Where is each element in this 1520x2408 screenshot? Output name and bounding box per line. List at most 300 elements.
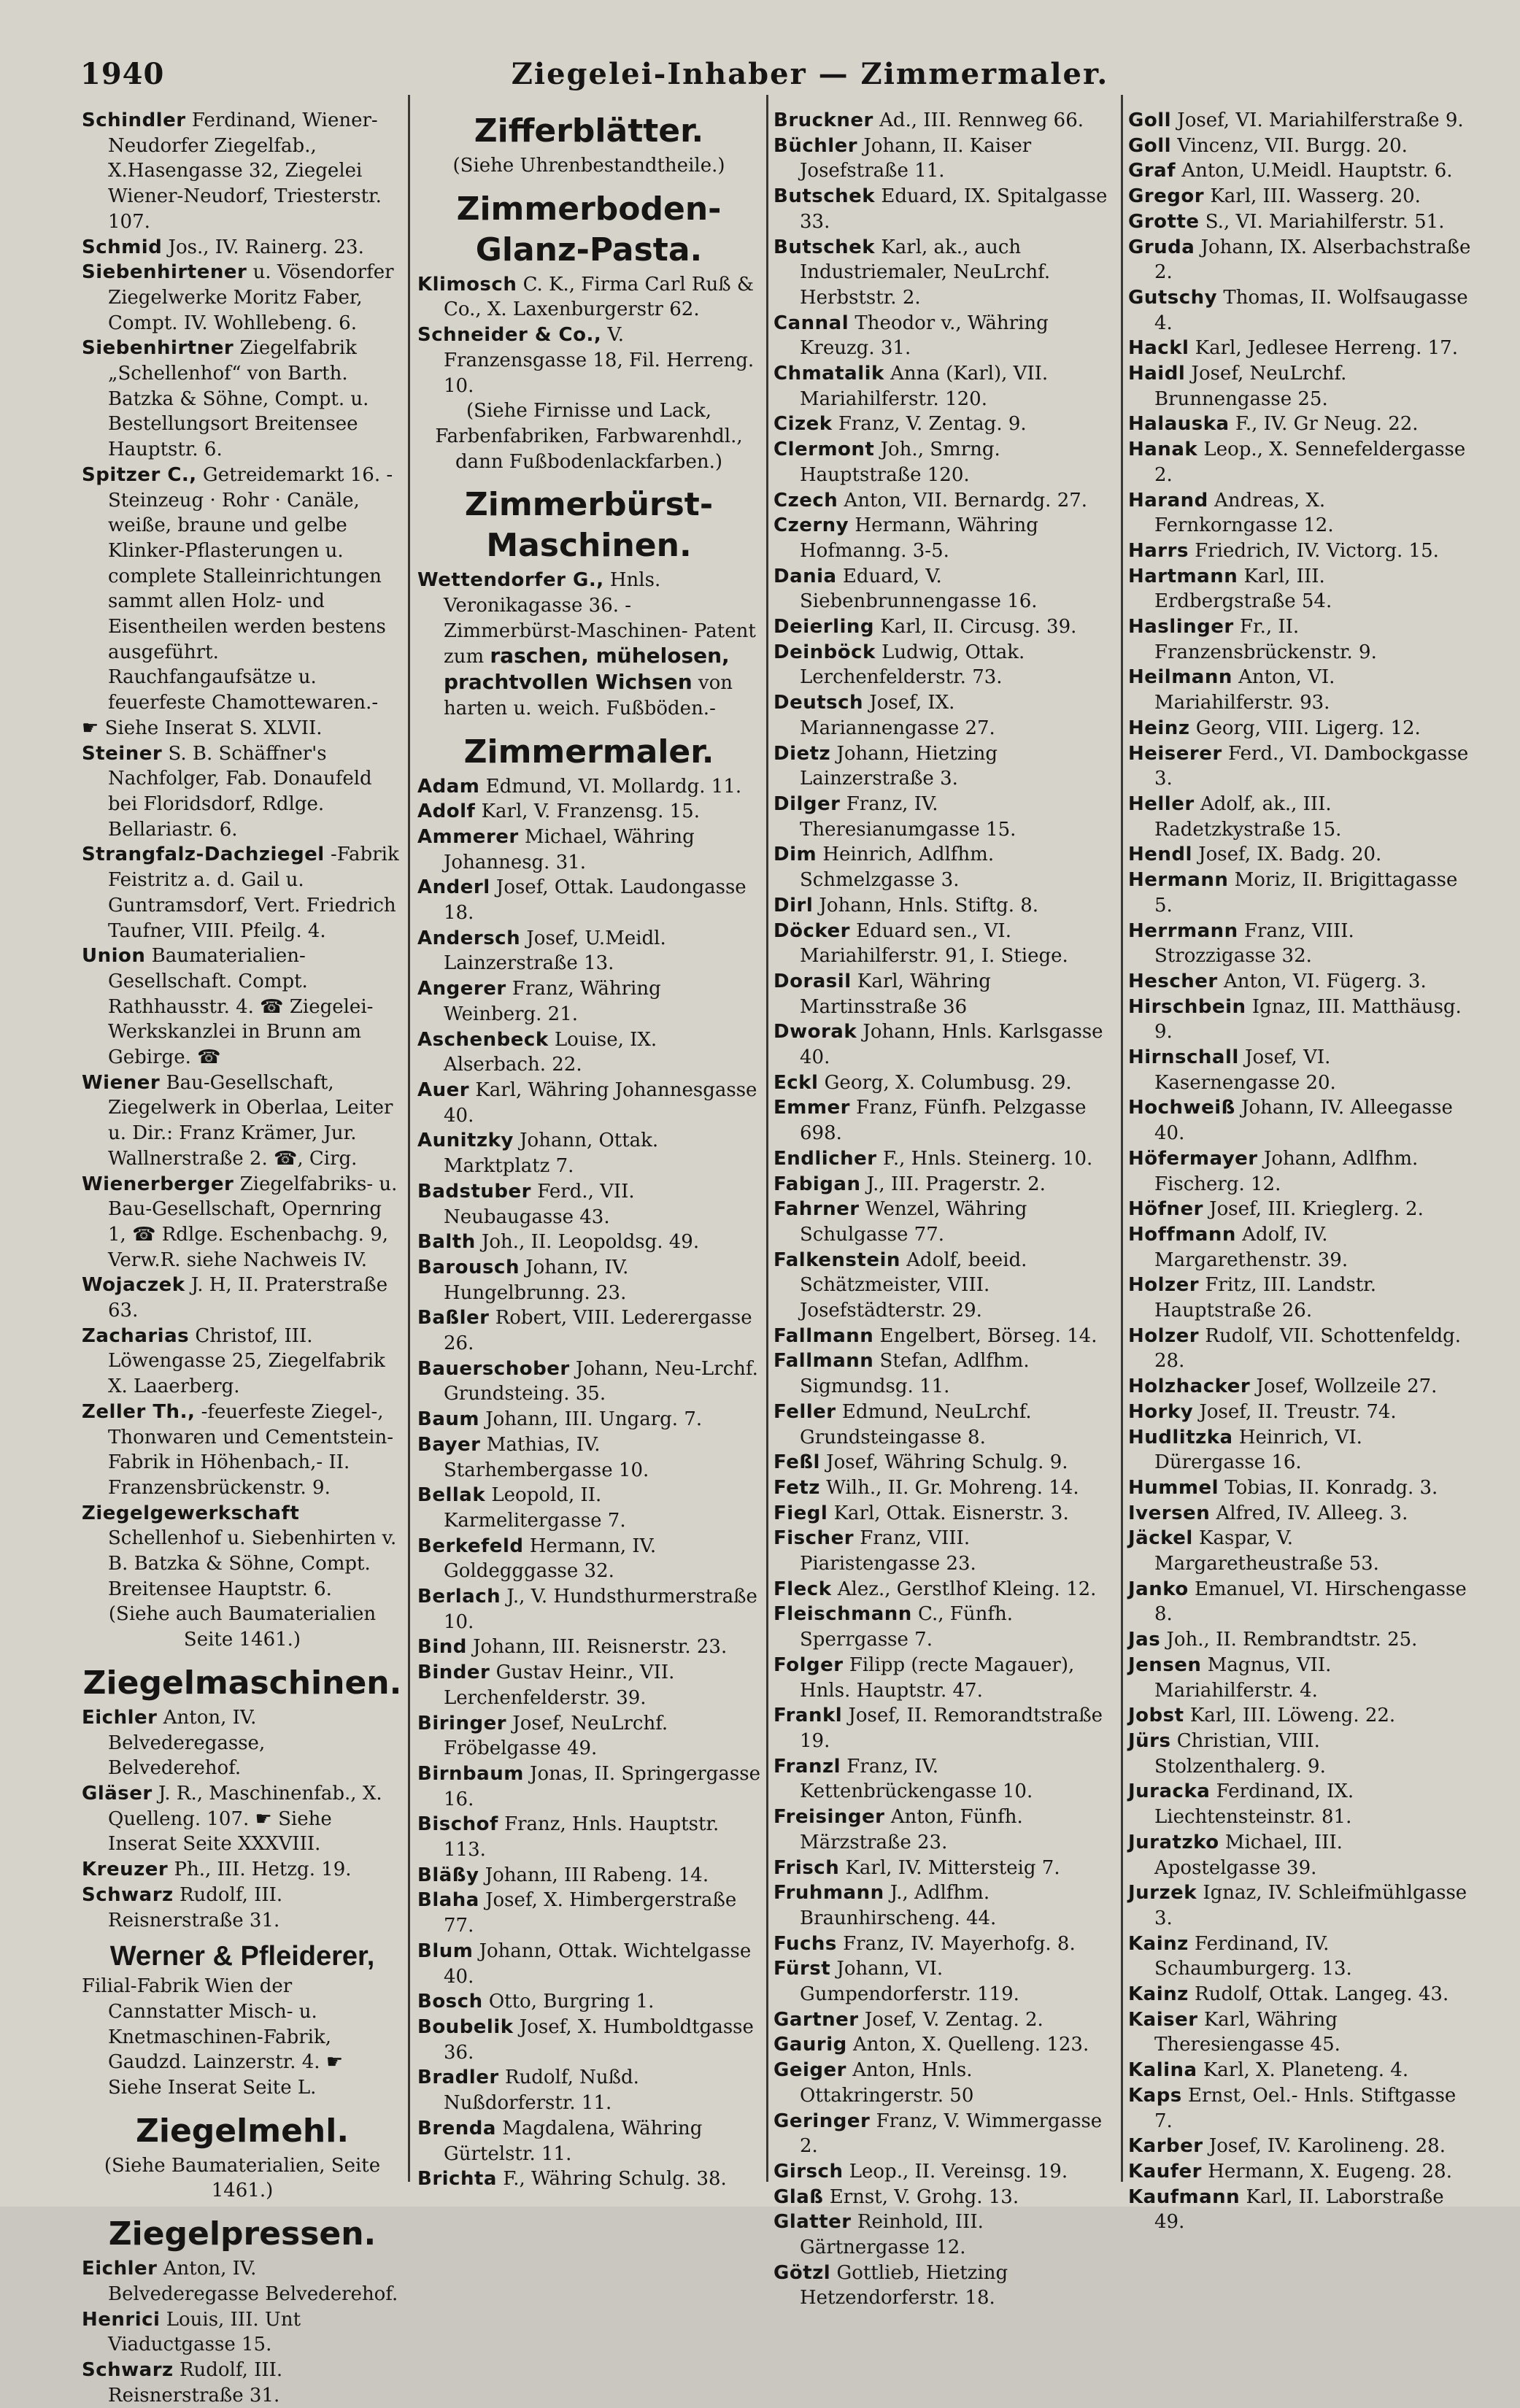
entry-text: Franz, VIII. Strozzigasse 32.	[1154, 919, 1354, 968]
directory-entry	[773, 893, 1115, 919]
entry-text: Eduard sen., VI. Mariahilferstr. 91, I. Stiege.	[800, 919, 1068, 968]
entry-text: Karl, X. Planeteng. 4.	[1203, 2059, 1409, 2082]
directory-entry	[773, 2109, 1115, 2159]
entry-name: Schwarz	[82, 2358, 174, 2381]
directory-entry	[773, 1526, 1115, 1576]
entry-name: Franzl	[773, 1755, 841, 1778]
directory-entry	[773, 1324, 1115, 1349]
entry-name: Bläßy	[417, 1864, 479, 1886]
entry-name: Steiner	[82, 742, 163, 765]
directory-entry	[1128, 1273, 1471, 1323]
directory-entry	[773, 2007, 1115, 2033]
entry-text: Johann, Ottak. Wichtelgasse 40.	[444, 1940, 752, 1988]
entry-name: Karber	[1128, 2135, 1203, 2158]
directory-entry	[773, 2032, 1115, 2058]
entry-text: Ernst, Oel.- Hnls. Stiftgasse 7.	[1154, 2084, 1457, 2132]
entry-name: Holzer	[1128, 1274, 1200, 1297]
directory-entry	[82, 1273, 403, 1323]
entry-name: Fleck	[773, 1578, 832, 1600]
entry-name: Dirl	[773, 894, 814, 916]
directory-entry	[1128, 564, 1471, 614]
zimmermaler-list-c	[1128, 108, 1471, 2235]
column-1	[82, 108, 403, 2407]
entry-name: Spitzer C.,	[82, 463, 197, 486]
directory-entry	[1128, 1501, 1471, 1527]
entry-name: Heller	[1128, 792, 1195, 815]
entry-text: Franz, IV. Kettenbrückengasse 10.	[800, 1755, 1033, 1803]
directory-entry	[1128, 1095, 1471, 1146]
directory-entry	[82, 1705, 403, 1781]
directory-entry	[773, 1501, 1115, 1527]
entry-name: Geiger	[773, 2059, 846, 2082]
entry-name: Baßler	[417, 1307, 490, 1330]
directory-entry	[1128, 1982, 1471, 2007]
directory-entry	[417, 1432, 760, 1483]
entry-text: Wenzel, Währing Schulgasse 77.	[800, 1198, 1027, 1246]
entry-text: Johann, Neu-Lrchf. Grundsteing. 35.	[444, 1357, 758, 1405]
directory-entry	[1128, 665, 1471, 715]
directory-entry	[773, 640, 1115, 690]
entry-name: Fleischmann	[773, 1603, 912, 1626]
entry-text: -Fabrik Feistritz a. d. Gail u. Guntramsdorf, Vert. Friedrich Taufner, VIII. Pfeilg. 4.	[108, 844, 399, 942]
directory-entry	[773, 2058, 1115, 2108]
entry-text: S. B. Schäffner's Nachfolger, Fab. Donaufeld bei Floridsdorf, Rdlge. Bellariastr. 6.	[108, 742, 372, 841]
entry-name: Biringer	[417, 1712, 507, 1734]
entry-text: Gottlieb, Hietzing Hetzendorferstr. 18.	[800, 2261, 1008, 2309]
directory-entry	[773, 1400, 1115, 1450]
entry-text: Josef, IV. Karolineng. 28.	[1208, 2135, 1446, 2158]
entry-name: Frankl	[773, 1705, 843, 1727]
directory-entry	[773, 184, 1115, 234]
directory-entry	[773, 1248, 1115, 1324]
entry-name: Horky	[1128, 1400, 1194, 1423]
directory-entry	[1128, 919, 1471, 969]
ziegelmehl-note: (Siehe Baumaterialien, Seite 1461.)	[104, 2154, 381, 2202]
directory-entry	[1128, 1880, 1471, 1931]
directory-entry	[1128, 437, 1471, 487]
entry-name: Goll	[1128, 134, 1172, 157]
entry-name: Folger	[773, 1653, 844, 1676]
directory-entry	[417, 799, 760, 825]
entry-name: Kreuzer	[82, 1859, 169, 1881]
entry-text: Jonas, II. Springergasse 16.	[444, 1762, 760, 1810]
entry-text: Friedrich, IV. Victorg. 15.	[1195, 539, 1439, 562]
entry-text: Josef, II. Treustr. 74.	[1199, 1400, 1397, 1423]
entry-text: Franz, V. Zentag. 9.	[838, 413, 1027, 436]
directory-entry	[417, 1989, 760, 2015]
entry-name: Eckl	[773, 1071, 819, 1094]
entry-name: Fischer	[773, 1527, 854, 1550]
directory-entry	[1128, 868, 1471, 918]
entry-text: Karl, Jedlesee Herreng. 17.	[1195, 337, 1458, 360]
entry-text: J. R., Maschinenfab., X. Quelleng. 107. ☛ Siehe Inserat Seite XXXVIII.	[108, 1783, 382, 1856]
entry-name: Kalina	[1128, 2059, 1197, 2082]
directory-entry	[1128, 792, 1471, 842]
entry-text: Johann, Adlfhm. Fischerg. 12.	[1154, 1147, 1419, 1195]
directory-entry	[773, 1880, 1115, 1931]
directory-entry	[417, 1407, 760, 1432]
entry-text: Joh., II. Leopoldsg. 49.	[481, 1231, 700, 1254]
entry-name: Jurzek	[1128, 1882, 1197, 1905]
entry-text: Christian, VIII. Stolzenthalerg. 9.	[1154, 1730, 1326, 1778]
entry-text: Ignaz, III. Matthäusg. 9.	[1154, 995, 1462, 1043]
entry-name: Deutsch	[773, 692, 864, 714]
entry-text: Otto, Burgring 1.	[488, 1991, 655, 2013]
directory-entry	[1128, 716, 1471, 741]
entry-text: Ferd., VI. Dambockgasse 3.	[1154, 742, 1469, 790]
directory-entry	[82, 2358, 403, 2408]
entry-name: Geringer	[773, 2110, 871, 2132]
entry-name: Binder	[417, 1662, 490, 1684]
entry-name: Fallmann	[773, 1324, 874, 1347]
directory-entry	[417, 926, 760, 976]
entry-name: Jäckel	[1128, 1527, 1193, 1550]
entry-name: Hochweiß	[1128, 1097, 1235, 1119]
entry-name: Jobst	[1128, 1705, 1184, 1727]
directory-entry	[773, 842, 1115, 892]
entry-text: Josef, X. Humboldtgasse 36.	[444, 2016, 754, 2064]
directory-entry	[417, 1128, 760, 1178]
entry-text: Jos., IV. Rainerg. 23.	[168, 236, 364, 258]
entry-text: Emanuel, VI. Hirschengasse 8.	[1154, 1578, 1467, 1626]
directory-entry	[1128, 539, 1471, 564]
entry-text: S., VI. Mariahilferstr. 51.	[1205, 210, 1445, 233]
directory-entry	[773, 1172, 1115, 1197]
werner-pfleiderer-title: Werner & Pfleiderer,	[109, 1941, 375, 1972]
entry-name: Grotte	[1128, 210, 1200, 233]
directory-entry	[82, 108, 403, 235]
directory-entry	[1128, 2159, 1471, 2185]
entry-name: Dietz	[773, 742, 831, 765]
section-heading-ziegelpressen: Ziegelpressen.	[108, 2215, 377, 2253]
entry-text: Franz, V. Wimmergasse 2.	[800, 2110, 1103, 2158]
entry-name: Feller	[773, 1400, 836, 1423]
directory-entry	[1128, 1146, 1471, 1197]
entry-name: Kaiser	[1128, 2008, 1198, 2031]
entry-name: Glatter	[773, 2211, 852, 2234]
section-heading-ziegelmehl: Ziegelmehl.	[135, 2112, 350, 2150]
entry-name: Adam	[417, 775, 480, 798]
directory-entry	[1128, 1197, 1471, 1222]
directory-entry	[773, 1070, 1115, 1096]
directory-entry	[773, 1653, 1115, 1703]
entry-name: Falkenstein	[773, 1249, 900, 1271]
entry-name: Birnbaum	[417, 1762, 524, 1785]
entry-name: Hendl	[1128, 844, 1192, 866]
directory-entry	[773, 1019, 1115, 1070]
entry-text: Johann, III. Ungarg. 7.	[485, 1408, 703, 1431]
directory-entry	[1128, 1222, 1471, 1273]
entry-name: Siebenhirtener	[82, 261, 247, 284]
directory-entry	[417, 1078, 760, 1128]
entry-name: Kaufer	[1128, 2160, 1202, 2183]
entry-name: Badstuber	[417, 1180, 531, 1203]
entry-name: Gregor	[1128, 185, 1205, 208]
entry-name: Jürs	[1128, 1730, 1171, 1752]
directory-entry	[1128, 361, 1471, 412]
directory-entry	[417, 1812, 760, 1862]
entry-text: Franz, Währing Weinberg. 21.	[444, 978, 661, 1025]
entry-name: Gutschy	[1128, 286, 1218, 309]
entry-text: Ernst, V. Grohg. 13.	[829, 2185, 1019, 2208]
wettendorfer-entry	[417, 568, 760, 721]
entry-text: Anton, X. Quelleng. 123.	[853, 2034, 1089, 2056]
entry-text: Karl, IV. Mittersteig 7.	[845, 1856, 1060, 1879]
directory-entry	[773, 1450, 1115, 1475]
entry-text: Wilh., II. Gr. Mohreng. 14.	[826, 1476, 1079, 1499]
entry-text: Franz, IV. Mayerhofg. 8.	[843, 1932, 1076, 1955]
directory-entry	[1128, 2185, 1471, 2235]
entry-name: Hescher	[1128, 970, 1218, 992]
entry-text: Adolf, ak., III. Radetzkystraße 15.	[1154, 792, 1342, 841]
entry-name: Ziegelgewerkschaft	[82, 1502, 300, 1524]
directory-entry	[417, 1888, 760, 1938]
entry-name: Holzhacker	[1128, 1375, 1251, 1398]
column-rule	[1121, 95, 1123, 2182]
directory-entry	[1128, 209, 1471, 235]
directory-entry	[773, 969, 1115, 1019]
entry-text: Ad., III. Rennweg 66.	[879, 109, 1084, 131]
column-3	[773, 108, 1115, 2309]
entry-name: Jas	[1128, 1629, 1161, 1651]
entry-name: Strangfalz-Dachziegel	[82, 844, 325, 866]
entry-name: Götzl	[773, 2261, 831, 2284]
zifferblaetter-note: (Siehe Uhrenbestandtheile.)	[452, 155, 725, 177]
entry-text: Josef, Wollzeile 27.	[1256, 1375, 1438, 1398]
entry-text: Josef, Währing Schulg. 9.	[826, 1451, 1068, 1474]
entry-name: Klimosch	[417, 273, 517, 296]
entry-text: J., Adlfhm. Braunhirscheng. 44.	[800, 1882, 997, 1929]
section-heading-ziegelmaschinen: Ziegelmaschinen.	[82, 1664, 402, 1702]
directory-entry	[773, 134, 1115, 184]
werner-pfleiderer-text: Filial-Fabrik Wien der Cannstatter Misch- u. Knetmaschinen-Fabrik, Gaudzd. Lainzerstr. 4. ☛ Siehe Inserat Seite L.	[82, 1975, 344, 2099]
directory-entry	[773, 1956, 1115, 2007]
directory-entry	[82, 336, 403, 463]
entry-text: Karl, III. Erdbergstraße 54.	[1154, 565, 1332, 613]
entry-text: Ludwig, Ottak. Lerchenfelderstr. 73.	[800, 641, 1025, 689]
entry-text: Georg, VIII. Ligerg. 12.	[1195, 717, 1421, 739]
directory-entry	[1128, 741, 1471, 792]
entry-text: Leop., II. Vereinsg. 19.	[849, 2160, 1068, 2183]
entry-name: Schindler	[82, 109, 186, 131]
directory-entry	[1128, 1475, 1471, 1501]
directory-entry	[82, 943, 403, 1070]
directory-entry	[82, 1400, 403, 1501]
entry-text: Karl, II. Circusg. 39.	[880, 616, 1077, 638]
entry-text: Edmund, VI. Mollardg. 11.	[485, 775, 742, 798]
entry-name: Wienerberger	[82, 1173, 234, 1195]
directory-entry	[82, 741, 403, 843]
directory-entry	[82, 1172, 403, 1273]
section-heading-zifferblaetter: Zifferblätter.	[474, 112, 704, 150]
directory-entry	[1128, 108, 1471, 134]
entry-text: Ferdinand, Wiener-Neudorfer Ziegelfab., X.Hasengasse 32, Ziegelei Wiener-Neudorf, Triesterstr. 107.	[108, 109, 382, 233]
entry-name: Bauerschober	[417, 1357, 570, 1380]
directory-entry	[417, 1584, 760, 1635]
entry-text: Josef, II. Remorandtstraße 19.	[800, 1705, 1103, 1752]
directory-entry	[1128, 1425, 1471, 1475]
entry-name: Auer	[417, 1078, 470, 1101]
ziegelei-inhaber-list	[82, 108, 403, 1602]
directory-entry	[82, 1501, 403, 1602]
entry-text: Michael, III. Apostelgasse 39.	[1154, 1831, 1343, 1879]
entry-text: Franz, VIII. Piaristengasse 23.	[800, 1527, 976, 1575]
entry-name: Chmatalik	[773, 363, 884, 385]
directory-entry	[417, 1027, 760, 1078]
entry-text: Moriz, II. Brigittagasse 5.	[1154, 869, 1458, 916]
glanz-pasta-note: (Siehe Firnisse und Lack, Farbenfabriken, Farbwarenhdl., dann Fußbodenlackfarben.)	[435, 400, 743, 473]
entry-name: Bind	[417, 1636, 467, 1659]
entry-text: Baumaterialien-Gesellschaft. Compt. Rathhausstr. 4. ☎ Ziegelei-Werkskanzlei in Brunn am Gebirge. ☎	[108, 945, 374, 1069]
entry-text: Josef, VI. Kasernengasse 20.	[1154, 1046, 1336, 1094]
entry-text: Franz, Hnls. Hauptstr. 113.	[444, 1813, 720, 1861]
section-heading-zimmerboden-glanz-pasta: Zimmerboden-Glanz-Pasta.	[456, 190, 722, 269]
entry-name: Henrici	[82, 2308, 161, 2331]
entry-name: Kainz	[1128, 1983, 1189, 2006]
directory-entry	[773, 488, 1115, 514]
entry-text: Johann, Hietzing Lainzerstraße 3.	[800, 742, 998, 790]
directory-entry	[773, 437, 1115, 487]
entry-name: Fruhmann	[773, 1882, 884, 1905]
entry-text: V. Franzensgasse 18, Fil. Herreng. 10.	[444, 324, 755, 397]
entry-name: Butschek	[773, 236, 876, 258]
entry-text: Ziegelfabrik „Schellenhof“ von Barth. Batzka & Söhne, Compt. u. Bestellungsort Breitensee Hauptstr. 6.	[108, 337, 369, 461]
entry-text: Josef, VI. Mariahilferstraße 9.	[1177, 109, 1464, 131]
entry-name: Hummel	[1128, 1476, 1219, 1499]
entry-name: Siebenhirtner	[82, 337, 234, 360]
entry-text: Rudolf, III. Reisnerstraße 31.	[108, 1883, 283, 1932]
entry-name: Bosch	[417, 1991, 483, 2013]
directory-entry	[1128, 235, 1471, 285]
directory-entry	[417, 976, 760, 1027]
entry-text: F., Hnls. Steinerg. 10.	[882, 1147, 1093, 1170]
entry-name: Cizek	[773, 413, 833, 436]
directory-entry	[773, 2159, 1115, 2185]
directory-entry	[1128, 1045, 1471, 1095]
entry-text: Anton, IV. Belvederegasse Belvederehof.	[108, 2258, 398, 2305]
entry-text: Josef, IX. Badg. 20.	[1198, 844, 1382, 866]
directory-entry	[417, 2065, 760, 2115]
entry-name: Aschenbeck	[417, 1028, 549, 1051]
directory-entry	[417, 1939, 760, 1989]
entry-text: Michael, Währing Johannesg. 31.	[444, 825, 695, 873]
entry-text: Karl, Währing Theresiengasse 45.	[1154, 2008, 1340, 2056]
directory-entry	[82, 1070, 403, 1172]
entry-text: Josef, Ottak. Laudongasse 18.	[444, 876, 747, 925]
entry-text: Johann, II. Kaiser Josefstraße 11.	[800, 134, 1032, 182]
entry-name: Zeller Th.,	[82, 1400, 196, 1423]
directory-entry	[773, 919, 1115, 969]
directory-entry	[773, 108, 1115, 134]
directory-entry	[1128, 336, 1471, 361]
directory-entry	[1128, 1932, 1471, 1982]
directory-entry	[1128, 2007, 1471, 2058]
entry-name: Zacharias	[82, 1324, 190, 1347]
entry-text: Johann, IV. Alleegasse 40.	[1154, 1097, 1453, 1145]
entry-text: Filipp (recte Magauer), Hnls. Hauptstr. 47.	[800, 1653, 1075, 1702]
entry-text: Franz, Fünfh. Pelzgasse 698.	[800, 1097, 1087, 1145]
entry-text: Johann, III Rabeng. 14.	[485, 1864, 709, 1886]
entry-text: F., IV. Gr Neug. 22.	[1235, 413, 1419, 436]
entry-name: Freisinger	[773, 1806, 885, 1829]
entry-text: Bau-Gesellschaft, Ziegelwerk in Oberlaa, Leiter u. Dir.: Franz Krämer, Jur. Wallnerstraße 2. ☎, Cirg.	[108, 1071, 393, 1170]
directory-entry	[1128, 1779, 1471, 1829]
entry-name: Czerny	[773, 514, 849, 537]
directory-entry	[82, 235, 403, 261]
entry-text: C. K., Firma Carl Ruß & Co., X. Laxenburgerstr 62.	[444, 273, 755, 321]
entry-name: Hackl	[1128, 337, 1189, 360]
directory-entry	[82, 842, 403, 943]
entry-text: Josef, IX. Mariannengasse 27.	[800, 692, 995, 739]
entry-name: Juracka	[1128, 1780, 1211, 1803]
entry-name: Gruda	[1128, 236, 1195, 258]
entry-text: Josef, NeuLrchf. Brunnengasse 25.	[1154, 363, 1347, 410]
directory-entry	[1128, 134, 1471, 159]
directory-entry	[417, 825, 760, 875]
entry-text: Getreidemarkt 16. -Steinzeug · Rohr · Canäle, weiße, braune und gelbe Klinker-Pflasterungen u. complete Stalleinrichtungen sammt allen Holz- und Eisentheilen werden bestens ausgeführt. Rauchfangaufsätze u. feuerfeste Chamottewaren.-	[108, 463, 393, 714]
entry-text: Anna (Karl), VII. Mariahilferstr. 120.	[800, 363, 1049, 410]
directory-entry	[417, 875, 760, 925]
entry-text: Thomas, II. Wolfsaugasse 4.	[1154, 286, 1468, 334]
entry-text: Rudolf, VII. Schottenfeldg. 28.	[1154, 1324, 1462, 1373]
entry-name: Glaß	[773, 2185, 824, 2208]
entry-name: Bischof	[417, 1813, 498, 1836]
entry-text: Anton, VII. Bernardg. 27.	[844, 489, 1088, 512]
directory-entry	[773, 741, 1115, 792]
directory-entry	[1128, 184, 1471, 209]
entry-name: Boubelik	[417, 2016, 514, 2038]
entry-text: C., Fünfh. Sperrgasse 7.	[800, 1603, 1013, 1651]
directory-entry	[82, 2256, 403, 2307]
entry-text: Josef, III. Krieglerg. 2.	[1209, 1198, 1424, 1221]
zimmermaler-list-b	[773, 108, 1115, 2311]
directory-entry	[1128, 614, 1471, 665]
entry-text: Stefan, Adlfhm. Sigmundsg. 11.	[800, 1350, 1030, 1398]
wettendorfer-emphasis: raschen, mühelosen, prachtvollen Wichsen	[444, 644, 730, 695]
entry-name: Blaha	[417, 1889, 479, 1912]
directory-entry	[1128, 1653, 1471, 1703]
directory-entry	[417, 1357, 760, 1407]
entry-name: Fürst	[773, 1958, 831, 1980]
directory-entry	[773, 1932, 1115, 1957]
entry-text: F., Währing Schulg. 38.	[503, 2168, 727, 2191]
entry-text: Anton, Fünfh. Märzstraße 23.	[800, 1806, 1023, 1853]
entry-text: J., V. Hundsthurmerstraße 10.	[444, 1586, 757, 1633]
entry-name: Czech	[773, 489, 838, 512]
entry-name: Dania	[773, 565, 837, 587]
entry-text: Rudolf, Ottak. Langeg. 43.	[1195, 1983, 1449, 2006]
entry-name: Kaps	[1128, 2084, 1182, 2107]
page-number: 1940	[80, 57, 165, 91]
directory-entry	[773, 235, 1115, 311]
directory-entry	[1128, 1729, 1471, 1779]
column-2	[417, 108, 760, 2195]
entry-name: Harand	[1128, 489, 1208, 512]
entry-name: Haidl	[1128, 363, 1186, 385]
entry-name: Berkefeld	[417, 1535, 524, 1557]
directory-entry	[773, 1805, 1115, 1855]
entry-name: Hanak	[1128, 439, 1198, 461]
entry-text: Hnls. Veronikagasse 36. -Zimmerbürst-Maschinen- Patent zum	[444, 569, 756, 668]
entry-name: Gläser	[82, 1783, 153, 1805]
entry-name: Höfner	[1128, 1198, 1203, 1221]
entry-text: Louise, IX. Alserbach. 22.	[444, 1028, 657, 1076]
entry-text: ☛ Siehe Inserat S. XLVII.	[82, 717, 323, 739]
directory-entry	[417, 1255, 760, 1305]
entry-name: Heilmann	[1128, 666, 1232, 689]
entry-name: Brichta	[417, 2168, 497, 2191]
entry-name: Angerer	[417, 978, 506, 1000]
